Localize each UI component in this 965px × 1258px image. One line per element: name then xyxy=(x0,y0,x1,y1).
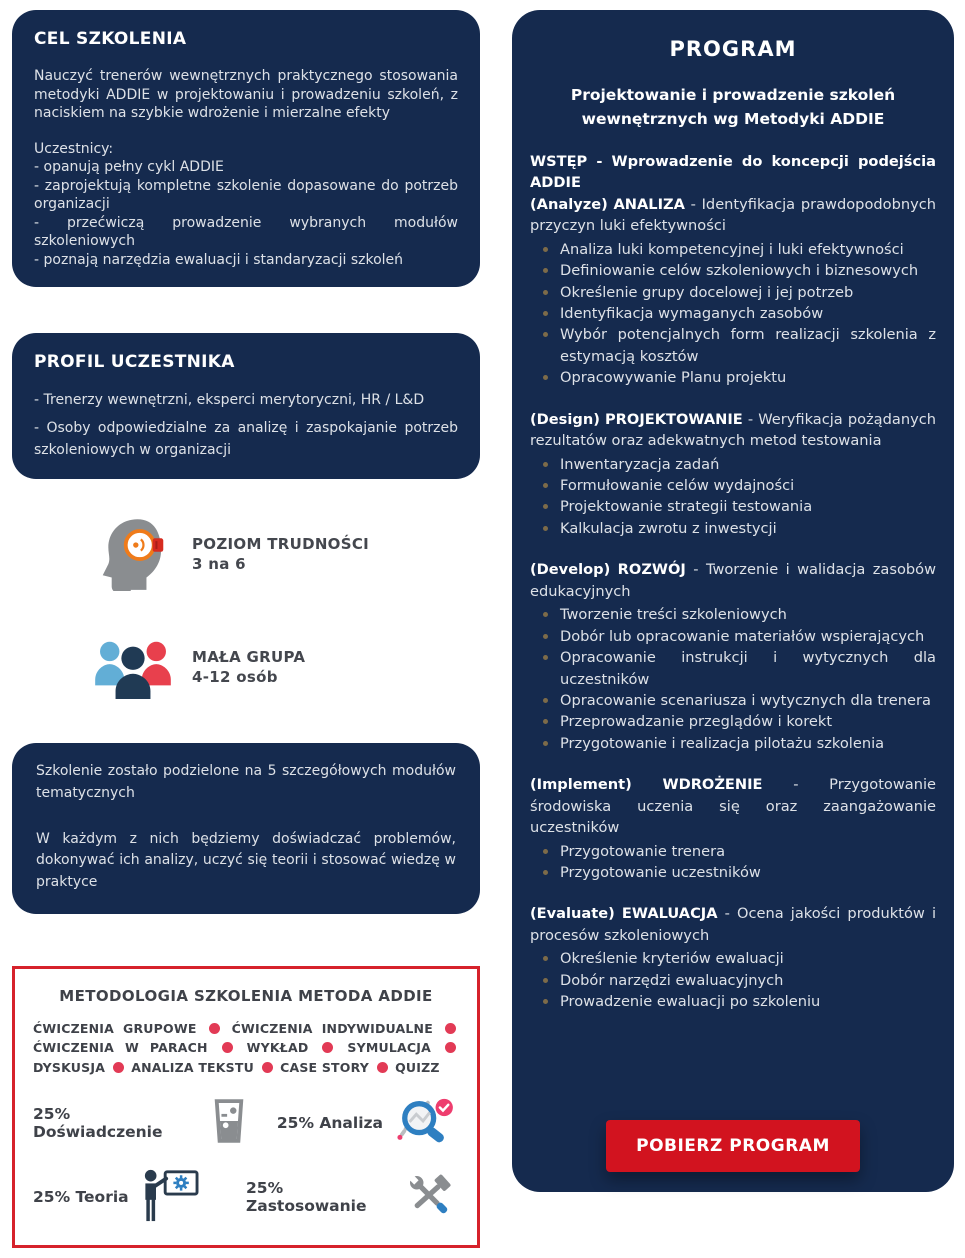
cel-title: CEL SZKOLENIA xyxy=(34,29,187,49)
mix-label: 25% Zastosowanie xyxy=(246,1178,367,1215)
red-dot-icon xyxy=(222,1042,233,1053)
technique: ĆWICZENIA INDYWIDUALNE xyxy=(231,1020,433,1036)
right-column xyxy=(512,10,954,1192)
modules-paragraph: W każdym z nich będziemy doświadczać problemów, dokonywać ich analizy, uczyć się teorii i stosować wiedzę w praktyce xyxy=(36,830,456,891)
features xyxy=(90,517,480,699)
people-group-icon xyxy=(90,635,176,699)
bullet-item: Opracowanie scenariusza i wytycznych dla trenera xyxy=(543,690,936,711)
red-dot-icon xyxy=(262,1062,273,1073)
section-heading: (Develop) ROZWÓJ - Tworzenie i walidacja zasobów edukacyjnych xyxy=(530,561,937,600)
feature-title: MAŁA GRUPA xyxy=(192,648,306,667)
technique: DYSKUSJA xyxy=(33,1059,106,1075)
red-dot-icon xyxy=(113,1062,124,1073)
program-section-develop xyxy=(530,559,936,754)
cel-outcome: - opanują pełny cykl ADDIE xyxy=(34,159,224,176)
feature-subtitle: 4-12 osób xyxy=(192,668,278,687)
profil-item: - Trenerzy wewnętrzni, eksperci merytoryczni, HR / L&D xyxy=(34,391,425,408)
section-bullets xyxy=(530,948,936,1012)
bullet-item: Przygotowanie i realizacja pilotażu szkolenia xyxy=(543,733,936,754)
cel-paragraph: Nauczyć trenerów wewnętrznych praktycznego stosowania metodyki ADDIE w projektowaniu i prowadzeniu szkoleń, z naciskiem na szybkie wdrożenie i mierzalne efekty xyxy=(34,68,458,122)
uczestnicy-label: Uczestnicy: xyxy=(34,140,114,157)
trainer-board-icon xyxy=(139,1167,201,1227)
profil-title: PROFIL UCZESTNIKA xyxy=(34,352,235,373)
feature-difficulty xyxy=(90,517,480,591)
bullet-item: Kalkulacja zwrotu z inwestycji xyxy=(543,518,936,539)
bullet-item: Przygotowanie uczestników xyxy=(543,862,936,883)
bullet-item: Przeprowadzanie przeglądów i korekt xyxy=(543,711,936,732)
section-bullets xyxy=(530,604,936,754)
cel-szkolenia-box xyxy=(12,10,480,287)
profil-item: - Osoby odpowiedzialne za analizę i zaspokajanie potrzeb szkoleniowych w organizacji xyxy=(34,420,458,458)
head-bulb-icon xyxy=(90,517,176,591)
program-section-implement xyxy=(530,774,936,883)
red-dot-icon xyxy=(445,1023,456,1034)
download-program-button[interactable]: POBIERZ PROGRAM xyxy=(606,1120,860,1172)
mix-label: 25% Doświadczenie xyxy=(33,1104,163,1141)
beaker-icon xyxy=(212,1098,246,1148)
program-subtitle: Projektowanie i prowadzenie szkoleń wewnętrznych wg Metodyki ADDIE xyxy=(570,85,896,128)
technique: SYMULACJA xyxy=(347,1040,431,1056)
mix-analysis xyxy=(246,1095,459,1151)
magnifier-check-icon xyxy=(393,1095,455,1151)
bullet-item: Formułowanie celów wydajności xyxy=(543,475,936,496)
bullet-item: Prowadzenie ewaluacji po szkoleniu xyxy=(543,991,936,1012)
bullet-item: Wybór potencjalnych form realizacji szkolenia z estymacją kosztów xyxy=(543,324,936,367)
bullet-item: Tworzenie treści szkoleniowych xyxy=(543,604,936,625)
bullet-item: Określenie grupy docelowej i jej potrzeb xyxy=(543,282,936,303)
technique: WYKŁAD xyxy=(246,1040,309,1056)
cel-outcome: - poznają narzędzia ewaluacji i standaryzacji szkoleń xyxy=(34,251,404,268)
section-heading: (Implement) WDROŻENIE - Przygotowanie środowiska uczenia się oraz zaangażowanie uczestników xyxy=(530,776,936,837)
section-heading: (Analyze) ANALIZA - Identyfikacja prawdopodobnych przyczyn luki efektywności xyxy=(530,195,936,235)
modules-paragraph: Szkolenie zostało podzielone na 5 szczegółowych modułów tematycznych xyxy=(36,763,456,802)
methodology-mix xyxy=(33,1095,459,1227)
methodology-box xyxy=(12,966,480,1248)
section-bullets xyxy=(530,239,936,389)
bullet-item: Opracowywanie Planu projektu xyxy=(543,367,936,388)
bullet-item: Identyfikacja wymaganych zasobów xyxy=(543,303,936,324)
cel-outcome: - zaprojektują kompletne szkolenie dopasowane do potrzeb organizacji xyxy=(34,177,458,213)
bullet-item: Określenie kryteriów ewaluacji xyxy=(543,948,936,969)
technique: ANALIZA TEKSTU xyxy=(131,1059,254,1075)
program-box xyxy=(512,10,954,1192)
left-column xyxy=(12,10,480,1248)
bullet-item: Projektowanie strategii testowania xyxy=(543,496,936,517)
modules-box xyxy=(12,743,480,913)
methodology-techniques xyxy=(33,1019,459,1077)
cel-outcome: - przećwiczą prowadzenie wybranych modułów szkoleniowych xyxy=(34,214,458,250)
feature-text xyxy=(192,534,369,575)
feature-text xyxy=(192,647,305,688)
methodology-title: METODOLOGIA SZKOLENIA METODA ADDIE xyxy=(59,986,433,1005)
mix-label: 25% Analiza xyxy=(276,1113,383,1132)
profil-uczestnika-box xyxy=(12,333,480,479)
technique: ĆWICZENIA W PARACH xyxy=(33,1040,208,1056)
mix-theory xyxy=(33,1167,246,1227)
feature-subtitle: 3 na 6 xyxy=(192,555,246,574)
red-dot-icon xyxy=(322,1042,333,1053)
technique: CASE STORY xyxy=(280,1059,369,1075)
mix-label: 25% Teoria xyxy=(33,1187,129,1206)
red-dot-icon xyxy=(377,1062,388,1073)
mix-experience xyxy=(33,1095,246,1151)
technique: ĆWICZENIA GRUPOWE xyxy=(33,1020,197,1036)
feature-title: POZIOM TRUDNOŚCI xyxy=(192,535,370,554)
button-area xyxy=(530,1100,936,1172)
program-title: PROGRAM xyxy=(669,37,797,61)
technique: QUIZZ xyxy=(395,1059,440,1075)
program-intro: WSTĘP - Wprowadzenie do koncepcji podejścia ADDIE xyxy=(530,152,936,192)
mix-application xyxy=(246,1167,459,1227)
section-heading: (Design) PROJEKTOWANIE - Weryfikacja pożądanych rezultatów oraz adekwatnych metod testowania xyxy=(530,410,936,450)
program-section-design xyxy=(530,409,936,540)
section-bullets xyxy=(530,454,936,540)
bullet-item: Dobór narzędzi ewaluacyjnych xyxy=(543,970,936,991)
bullet-item: Definiowanie celów szkoleniowych i biznesowych xyxy=(543,260,936,281)
red-dot-icon xyxy=(209,1023,220,1034)
bullet-item: Opracowanie instrukcji i wytycznych dla uczestników xyxy=(543,647,936,690)
section-heading: (Evaluate) EWALUACJA - Ocena jakości produktów i procesów szkoleniowych xyxy=(530,905,937,944)
bullet-item: Analiza luki kompetencyjnej i luki efektywności xyxy=(543,239,936,260)
program-section-evaluate xyxy=(530,903,936,1012)
section-bullets xyxy=(530,841,936,884)
program-section-analyze xyxy=(530,194,936,389)
bullet-item: Dobór lub opracowanie materiałów wspierających xyxy=(543,626,936,647)
tools-icon xyxy=(403,1169,455,1225)
bullet-item: Przygotowanie trenera xyxy=(543,841,936,862)
red-dot-icon xyxy=(445,1042,456,1053)
bullet-item: Inwentaryzacja zadań xyxy=(543,454,936,475)
feature-group-size xyxy=(90,635,480,699)
